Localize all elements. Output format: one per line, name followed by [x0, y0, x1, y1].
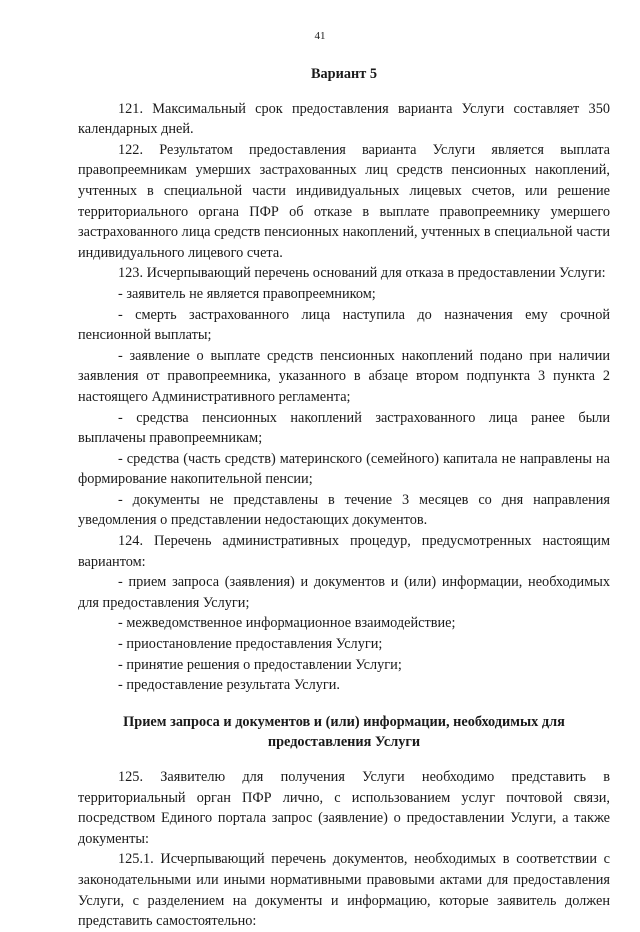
list-item: - средства (часть средств) материнского (семейного) капитала не направлены на формирование накопительной пенсии; — [78, 450, 610, 488]
section-title: Прием запроса и документов и (или) информации, необходимых для предоставления Услуги — [123, 713, 565, 751]
page-number: 41 — [314, 30, 326, 42]
paragraph-125: 125. Заявителю для получения Услуги необходимо представить в территориальный орган ПФР лично, с использованием услуг почтовой связи, посредством Единого портала запрос (заявление) о предоставлении Услуги, а также документы: — [78, 769, 610, 847]
list-item: - предоставление результата Услуги. — [118, 677, 340, 694]
list-item: - межведомственное информационное взаимодействие; — [118, 615, 456, 632]
list-item: - принятие решения о предоставлении Услуги; — [118, 656, 402, 673]
variant-title: Вариант 5 — [310, 66, 377, 82]
paragraph-122: 122. Результатом предоставления варианта Услуги является выплата правопреемникам умерших застрахованных лиц средств пенсионных накоплений, учтенных в специальной части индивидуальных лицевых счетов, или решение территориального органа ПФР об отказе в выплате правопреемнику умершего застрахованного лица средств пенсионных накоплений, учтенных в специальной части индивидуального лицевого счета. — [78, 141, 610, 261]
paragraph-121: 121. Максимальный срок предоставления варианта Услуги составляет 350 календарных дней. — [78, 100, 610, 138]
list-item: - приостановление предоставления Услуги; — [118, 636, 383, 653]
document-body — [78, 64, 610, 932]
paragraph-124: 124. Перечень административных процедур, предусмотренных настоящим вариантом: — [78, 533, 610, 570]
list-item: - прием запроса (заявления) и документов и (или) информации, необходимых для предоставления Услуги; — [78, 574, 610, 611]
list-item: - документы не представлены в течение 3 месяцев со дня направления уведомления о представлении недостающих документов. — [78, 491, 610, 529]
paragraph-125-1: 125.1. Исчерпывающий перечень документов, необходимых в соответствии с законодательными или иными нормативными правовыми актами для предоставления Услуги, с разделением на документы и информацию, которые заявитель должен представить самостоятельно: — [78, 851, 610, 930]
list-item: - средства пенсионных накоплений застрахованного лица ранее были выплачены правопреемникам; — [78, 409, 610, 447]
list-item: - смерть застрахованного лица наступила до назначения ему срочной пенсионной выплаты; — [78, 306, 610, 344]
paragraph-123: 123. Исчерпывающий перечень оснований для отказа в предоставлении Услуги: — [118, 265, 606, 282]
list-item: - заявление о выплате средств пенсионных накоплений подано при наличии заявления от правопреемника, указанного в абзаце втором подпункта 3 пункта 2 настоящего Административного регламента; — [78, 347, 610, 405]
list-item: - заявитель не является правопреемником; — [118, 285, 376, 302]
